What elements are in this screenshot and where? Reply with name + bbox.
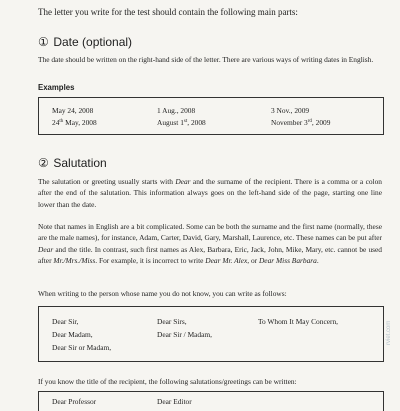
example-date: 24th May, 2008 (52, 118, 97, 127)
section-salutation-heading (38, 156, 107, 170)
salutation-example: Dear Sir, (52, 317, 79, 326)
salutation-paragraph-2: Note that names in English are a bit complicated. Some can be both the surname and the first name (normally, these are the male names), for instance, Adam, Carter, David, Gary, Marshall, Laurence, etc. These names can be put after Dear and the title. In contrast, such first names as Alex, Barbara, Eric, Jack, John, Mike, Mary, etc. cannot be used after Mr./Mrs./Miss. For example, it is incorrect to write Dear Mr. Alex, or Dear Miss Barbara. (38, 222, 382, 265)
salutation-example: Dear Professor (52, 397, 97, 406)
salutation-examples-box (38, 306, 384, 362)
example-date: May 24, 2008 (52, 106, 94, 115)
salutation-example: Dear Editor (157, 397, 192, 406)
section-date-heading (38, 35, 132, 49)
intro-text: The letter you write for the test should contain the following main parts: (38, 7, 298, 17)
salutation-example: To Whom It May Concern, (258, 317, 339, 326)
salutation-example: Dear Sir or Madam, (52, 343, 112, 352)
watermark-text: rviet.com (386, 320, 392, 345)
example-date: November 3rd, 2009 (271, 118, 331, 127)
section-title: Date (optional) (53, 35, 133, 49)
section-number: ② (38, 156, 49, 170)
example-date: 1 Aug., 2008 (157, 106, 196, 115)
date-description: The date should be written on the right-hand side of the letter. There are various ways of writing dates in English. (38, 55, 374, 64)
examples-label: Examples (38, 83, 75, 92)
section-number: ① (38, 35, 49, 49)
salutation-example: Dear Madam, (52, 330, 93, 339)
salutation-paragraph-1: The salutation or greeting usually starts with Dear and the surname of the recipient. There is a comma or a colon after the end of the salutation. This information always goes on the left-hand side of the page, starting one line lower than the date. (38, 177, 383, 209)
title-salutation-box (38, 391, 384, 411)
example-date: 3 Nov., 2009 (271, 106, 310, 115)
salutation-paragraph-4: If you know the title of the recipient, the following salutations/greetings can be written: (38, 377, 297, 386)
salutation-example: Dear Sirs, (157, 317, 187, 326)
example-date: August 1st, 2008 (157, 118, 206, 127)
salutation-example: Dear Sir / Madam, (157, 330, 213, 339)
salutation-paragraph-3: When writing to the person whose name you do not know, you can write as follows: (38, 289, 287, 298)
section-title: Salutation (53, 156, 107, 170)
date-examples-box (38, 97, 384, 135)
